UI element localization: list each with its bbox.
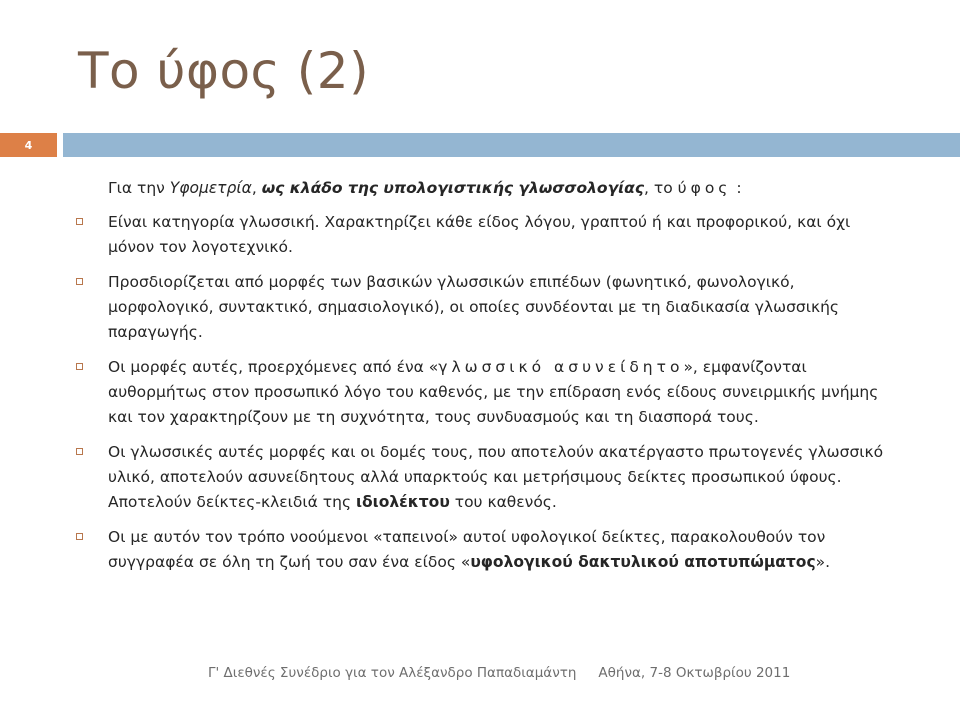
header-band [63,133,960,157]
bullet-text-3a: Οι μορφές αυτές, προερχόμενες από ένα « [108,358,439,376]
bullet-text-4b: ιδιολέκτου [355,493,450,511]
square-outline-bullet-icon [76,448,83,455]
intro-text-d: ως κλάδο της υπολογιστικής γλωσσολογίας [261,179,645,197]
bullet-text-1: Είναι κατηγορία γλωσσική. Χαρακτηρίζει κάθε είδος λόγου, γραπτού ή και προφορικού, και όχι μόνον τον λογοτεχνικό. [108,213,851,256]
bullet-item-5 [76,525,896,575]
bullet-item-2 [76,270,896,345]
square-outline-bullet-icon [76,278,83,285]
square-outline-bullet-icon [76,218,83,225]
slide-footer [208,665,790,681]
bullet-text-2: Προσδιορίζεται από μορφές των βασικών γλωσσικών επιπέδων (φωνητικό, φωνολογικό, μορφολογικό, συντακτικό, σημασιολογικό), οι οποίες συνδέονται με τη διαδικασία γλωσσικής παραγωγής. [108,273,840,341]
square-outline-bullet-icon [76,363,83,370]
slide-number-box [0,133,57,157]
slide-number: 4 [24,138,33,152]
bullet-item-1 [76,210,896,260]
footer-conference: Γ' Διεθνές Συνέδριο για τον Αλέξανδρο Παπαδιαμάντη [208,665,577,681]
footer-place-date: Αθήνα, 7-8 Οκτωβρίου 2011 [598,665,791,681]
intro-text-f: ύφος [677,179,732,197]
bullet-text-5b: υφολογικού δακτυλικού αποτυπώματος [470,553,816,571]
bullet-text-3b: γλωσσικό ασυνείδητο [438,358,684,376]
bullet-text-4c: του καθενός. [449,493,557,511]
bullet-text-4a: Οι γλωσσικές αυτές μορφές και οι δομές τους, που αποτελούν ακατέργαστο πρωτογενές γλωσσικό υλικό, αποτελούν ασυνείδητους αλλά υπαρκτούς και μετρήσιμους δείκτες προσωπικού ύφους. Αποτελούν δείκτες-κλειδιά της [108,443,884,511]
bullet-text-3c: », εμφανίζονται αυθορμήτως στον προσωπικό λόγο του καθενός, με την επίδραση ενός είδους συνειρμικής μνήμης και τον χαρακτηρίζουν με τη συχνότητα, τους συνδυασμούς και τη διασπορά τους. [108,358,879,426]
slide-title: Το ύφος (2) [78,42,370,100]
intro-text-g: : [731,179,742,197]
intro-text-a: Για την [108,179,170,197]
bullet-text-5c: ». [815,553,831,571]
intro-text-c: , [251,179,262,197]
intro-text-e: , το [644,179,678,197]
square-outline-bullet-icon [76,533,83,540]
intro-paragraph [76,176,896,201]
intro-text-b: Υφομετρία [169,179,252,197]
bullet-text-5a: Οι με αυτόν τον τρόπο νοούμενοι «ταπεινοί» αυτοί υφολογικοί δείκτες, παρακολουθούν τον συγγραφέα σε όλη τη ζωή του σαν ένα είδος « [108,528,826,571]
bullet-item-4 [76,440,896,515]
slide-body [76,176,896,585]
bullet-item-3 [76,355,896,430]
